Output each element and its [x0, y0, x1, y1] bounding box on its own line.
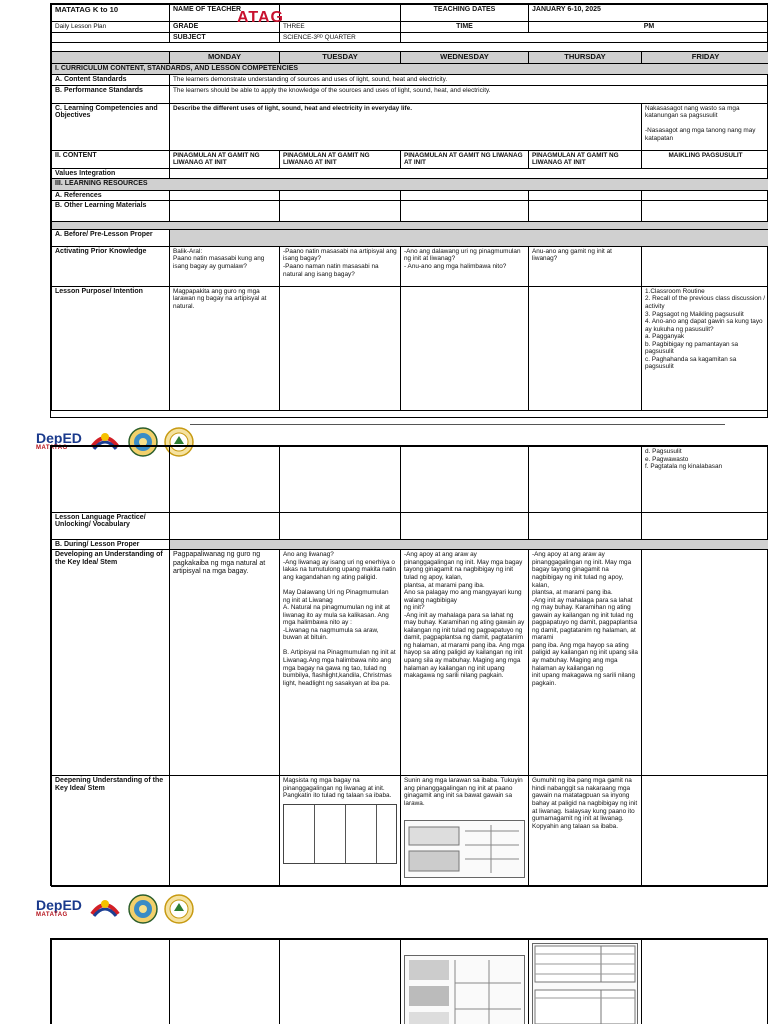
drawing-table-illustration: [533, 944, 637, 1024]
before-lesson-fill: [170, 229, 768, 246]
purpose-friday: 1.Classroom Routine 2. Recall of the previous class discussion / activity 3. Pagsagot ng Maikling pagsusulit 4. Ano-ano ang dapat gawin sa kung tayo ay kukuha ng pasusulit? a. Pagganyak b. Pagbibigay ng pamantayan sa pagsusulit c. Paghahanda sa kagamitan sa pagsusulit: [642, 286, 768, 410]
competencies-friday: Nakasasagot nang wasto sa mga katanungan sa pagsusulit -Nasasagot ang mga tanong nang may katapatan: [642, 103, 768, 150]
time-value: PM: [529, 22, 768, 33]
footer-rule-1: [190, 424, 725, 425]
prior-thursday: Anu-ano ang gamit ng init at liwanag?: [529, 246, 642, 286]
competencies-text: Describe the different uses of light, sound, heat and electricity in everyday life.: [170, 103, 642, 150]
prior-knowledge-label: Activating Prior Knowledge: [52, 246, 170, 286]
cell: [280, 940, 401, 1024]
program-cell: [52, 5, 170, 22]
developing-label: Developing an Understanding of the Key Idea/ Stem: [52, 550, 170, 776]
lesson-plan-page-1: [50, 3, 768, 418]
values-label: Values Integration: [52, 168, 170, 178]
language-label: Lesson Language Practice/ Unlocking/ Vocabulary: [52, 513, 170, 540]
developing-wednesday: -Ang apoy at ang araw ay pinanggagalingan ng init. May mga bagay tayong ginagamit na nagbibigay ng init tulad ng apoy, kalan, plantsa, at marami pang iba. Ano sa palagay mo ang mangyayari kung walang nagbibigay ng init? -Ang init ay mahalaga para sa lahat ng may buhay. Karamihan ng ating gawain ay kailangan ng init tulad ng pagpapatuyo ng damit, pagpaplantsa ng damit, pagtatanim ng halaman, at marami pang iba. Ang mga hayop sa ating paligid ay kailangan ng init upang sila ay mabuhay. Maging ang mga halaman ay kailangan ng init upang makagawa ng sarili nilang pagkain.: [401, 550, 529, 776]
cell: [170, 513, 280, 540]
cell: [170, 190, 280, 200]
subject-label: SUBJECT: [170, 32, 280, 43]
blank-cell: [401, 32, 768, 43]
cell: [642, 513, 768, 540]
prior-friday: [642, 246, 768, 286]
grouping-table-image: [283, 804, 397, 864]
deepening-tuesday: [280, 776, 401, 887]
lesson-plan-table-3: [51, 939, 768, 1024]
deped-logo: [36, 898, 82, 919]
day-tuesday: TUESDAY: [280, 52, 401, 64]
during-lesson-fill: [170, 540, 768, 550]
matatag-wordmark: MATATAG: [36, 445, 68, 452]
content-monday: PINAGMULAN AT GAMIT NG LIWANAG AT INIT: [170, 150, 280, 168]
cell: [642, 550, 768, 776]
references-label: A. References: [52, 190, 170, 200]
deepening-tuesday-text: Magsista ng mga bagay na pinanggagalingan ng liwanag at init. Pangkatin ito tulad ng talaan sa ibaba.: [283, 777, 392, 800]
cell: [280, 513, 401, 540]
lesson-plan-table-2: [51, 446, 768, 887]
bagong-pilipinas-icon: [88, 894, 122, 924]
plan-subtitle: Daily Lesson Plan: [55, 23, 107, 30]
heat-uses-images: [404, 955, 525, 1024]
cell: [52, 940, 170, 1024]
grade-value: THREE: [280, 22, 401, 33]
deepening-label: Deepening Understanding of the Key Idea/ Stem: [52, 776, 170, 887]
cell: [642, 940, 768, 1024]
content-label: II. CONTENT: [52, 150, 170, 168]
spacer-row: [52, 43, 768, 52]
cell: [529, 190, 642, 200]
content-wednesday: PINAGMULAN AT GAMIT NG LIWANAG AT INIT: [401, 150, 529, 168]
day-thursday: THURSDAY: [529, 52, 642, 64]
prior-tuesday: -Paano natin masasabi na artipisyal ang isang bagay? -Paano naman natin masasabi na natural ang isang bagay?: [280, 246, 401, 286]
section-curriculum: I. CURRICULUM CONTENT, STANDARDS, AND LESSON COMPETENCIES: [52, 64, 768, 75]
lesson-plan-page-2: [50, 445, 768, 886]
section-resources: III. LEARNING RESOURCES: [52, 179, 768, 190]
name-teacher-label: NAME OF TEACHER: [170, 5, 280, 22]
school-seal-icon: [164, 894, 194, 924]
lesson-plan-table-1: [51, 4, 768, 411]
cell: [529, 286, 642, 410]
content-friday: MAIKLING PAGSUSULIT: [642, 150, 768, 168]
name-teacher-value: [280, 5, 401, 22]
page3-wednesday: [401, 940, 529, 1024]
deepening-thursday: Gumuhit ng iba pang mga gamit na hindi nabanggit sa nakaraang mga gawain na matatagpuan sa inyong bahay at paligid na nagbibigay ng init at liwanag. Isalaysay kung paano ito gumamagamit ng init at liwanag. Kopyahin ang talaan sa ibaba.: [529, 776, 642, 887]
blank-cell: [52, 32, 170, 43]
cell: [642, 190, 768, 200]
program-title: MATATAG K to 10: [55, 5, 119, 14]
prior-monday: Balik-Aral: Paano natin masasabi kung ang isang bagay ay gumalaw?: [170, 246, 280, 286]
cell: [401, 286, 529, 410]
developing-tuesday: Ano ang liwanag? -Ang liwanag ay isang uri ng enerhiya o lakas na tumutulong upang makita natin ang kagandahan ng ating paligid. May Dalawang Uri ng Pinagmumulan ng init at Liwanag A. Natural na pinagmumulan ng init at liwanag ito ay mula sa kalikasan. Ang mga halimbawa nito ay : -Liwanag na nagmumula sa araw, buwan at bituin. B. Artipisyal na Pinagmumulan ng init at Liwanag.Ang mga halimbawa nito ang mga bagay na gawa ng tao, tulad ng bumbilya, flashlight,kandila, Christmas light, headlight ng sasakyan at iba pa.: [280, 550, 401, 776]
teaching-dates-value: JANUARY 6-10, 2025: [529, 5, 768, 22]
prior-wednesday: -Ano ang dalawang uri ng pinagmumulan ng init at liwanag? - Anu-ano ang mga halimbawa nito?: [401, 246, 529, 286]
teaching-dates-label: TEACHING DATES: [401, 5, 529, 22]
cell: [642, 200, 768, 221]
performance-standards-label: B. Performance Standards: [52, 85, 170, 103]
before-lesson-label: A. Before/ Pre-Lesson Proper: [52, 229, 170, 246]
grade-label: GRADE: [170, 22, 280, 33]
deepening-wednesday: [401, 776, 529, 887]
worksheet-illustration: [405, 821, 523, 877]
cell: [280, 200, 401, 221]
purpose-label: Lesson Purpose/ Intention: [52, 286, 170, 410]
content-tuesday: PINAGMULAN AT GAMIT NG LIWANAG AT INIT: [280, 150, 401, 168]
cell: [401, 200, 529, 221]
values-text: [170, 168, 768, 178]
other-materials-label: B. Other Learning Materials: [52, 200, 170, 221]
subject-value: SCIENCE-3ᴿᴰ QUARTER: [280, 32, 401, 43]
cell: [529, 447, 642, 513]
content-thursday: PINAGMULAN AT GAMIT NG LIWANAG AT INIT: [529, 150, 642, 168]
cell: [170, 447, 280, 513]
day-wednesday: WEDNESDAY: [401, 52, 529, 64]
page3-thursday: [529, 940, 642, 1024]
cell: [529, 513, 642, 540]
during-lesson-label: B. During/ Lesson Proper: [52, 540, 170, 550]
drawing-table-images: [532, 943, 638, 1024]
cell: [280, 286, 401, 410]
deped-wordmark: DepED: [36, 430, 82, 447]
cell: [170, 940, 280, 1024]
time-label: TIME: [401, 22, 529, 33]
cell: [280, 190, 401, 200]
purpose-monday: Magpapakita ang guro ng mga larawan ng bagay na artipisyal at natural.: [170, 286, 280, 410]
deped-seal-icon: [128, 894, 158, 924]
grey-spacer: [52, 221, 768, 229]
plan-cell: [52, 22, 170, 33]
cell: [280, 447, 401, 513]
matatag-wordmark: MATATAG: [36, 912, 68, 919]
cell: [170, 200, 280, 221]
performance-standards-text: The learners should be able to apply the knowledge of the sources and uses of light, sound, heat, and electricity.: [170, 85, 768, 103]
heat-uses-illustration: [405, 956, 523, 1024]
cell: [401, 190, 529, 200]
cell: [642, 776, 768, 887]
day-friday: FRIDAY: [642, 52, 768, 64]
content-standards-label: A. Content Standards: [52, 75, 170, 86]
cell: [529, 200, 642, 221]
lesson-plan-page-3: [50, 938, 768, 1024]
cell: [401, 513, 529, 540]
cell: [170, 776, 280, 887]
day-header-blank: [52, 52, 170, 64]
developing-thursday: -Ang apoy at ang araw ay pinanggagalingan ng init. May mga bagay tayong ginagamit na nagbibigay ng init tulad ng apoy, kalan, plantsa, at marami pang iba. -Ang init ay mahalaga para sa lahat ng may buhay. Karamihan ng ating gawain ay kailangan ng init tulad ng pagpapatuyo ng damit, pagpaplantsa ng damit, pagtatanim ng halaman, at marami pang iba. Ang mga hayop sa ating paligid ay kailangan ng init upang sila ay mabuhay. Maging ang mga halaman ay kailangan ng init upang makagawa ng sarili nilang pagkain.: [529, 550, 642, 776]
cell: [401, 447, 529, 513]
developing-monday: Pagpapaliwanag ng guro ng pagkakaiba ng mga natural at artipisyal na mga bagay.: [170, 550, 280, 776]
matatag-logo-text: ATAG: [237, 9, 284, 26]
cell: [52, 447, 170, 513]
deped-wordmark: DepED: [36, 897, 82, 914]
footer-logos-2: [36, 890, 194, 928]
competencies-label: C. Learning Competencies and Objectives: [52, 103, 170, 150]
heat-sources-worksheet-image: [404, 820, 525, 878]
content-standards-text: The learners demonstrate understanding of sources and uses of light, sound, heat and electricity.: [170, 75, 768, 86]
friday-continuation: d. Pagsusulit e. Pagwawasto f. Pagtatala ng kinalabasan: [642, 447, 768, 513]
deepening-wednesday-text: Sunin ang mga larawan sa ibaba. Tukuyin ang pinanggagalingan ng init at paano ginagamit ang init sa bawat gawain sa larawa.: [404, 777, 523, 807]
day-monday: MONDAY: [170, 52, 280, 64]
